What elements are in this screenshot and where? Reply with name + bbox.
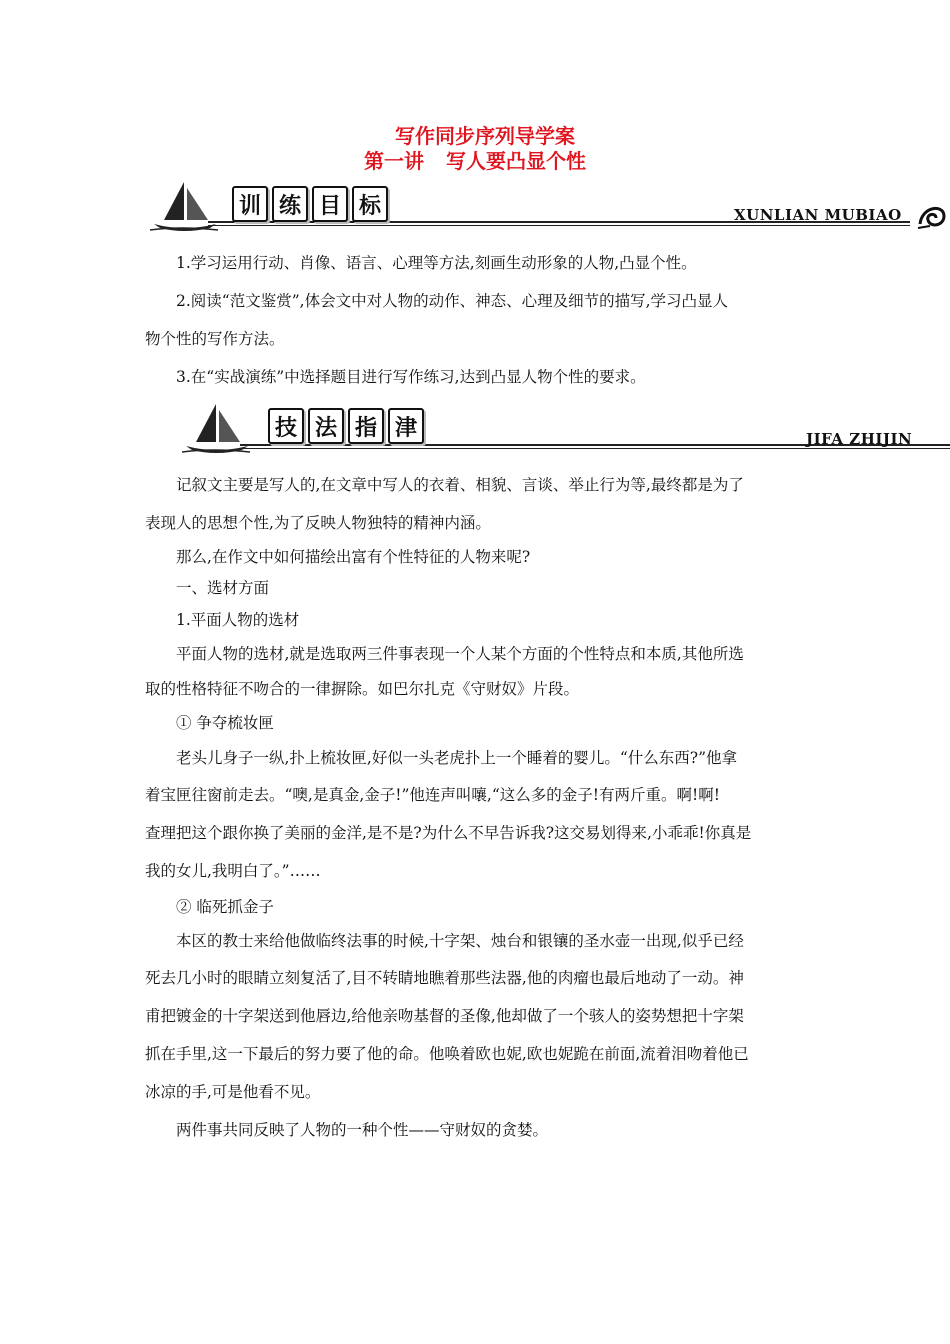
section-title-char: 目 xyxy=(312,186,348,222)
paragraph-line: 抓在手里,这一下最后的努力要了他的命。他唤着欧也妮,欧也妮跪在前面,流着泪吻着他已 xyxy=(145,1045,749,1063)
paragraph-line: 老头儿身子一纵,扑上梳妆匣,好似一头老虎扑上一个睡着的婴儿。“什么东西?”他拿 xyxy=(176,749,738,767)
paragraph-line: 本区的教士来给他做临终法事的时候,十字架、烛台和银镶的圣水壶一出现,似乎已经 xyxy=(176,932,744,950)
section-title-char: 练 xyxy=(272,186,308,222)
paragraph-line: 那么,在作文中如何描绘出富有个性特征的人物来呢? xyxy=(176,548,531,566)
subheading: 一、选材方面 xyxy=(176,579,270,597)
goal-item: 3.在“实战演练”中选择题目进行写作练习,达到凸显人物个性的要求。 xyxy=(176,368,646,386)
section-training-goals-body xyxy=(145,244,810,396)
paragraph-line: 平面人物的选材,就是选取两三件事表现一个人某个方面的个性特点和本质,其他所选 xyxy=(176,645,744,663)
section-title-char: 法 xyxy=(308,408,344,444)
paragraph-line: 查理把这个跟你换了美丽的金洋,是不是?为什么不早告诉我?这交易划得来,小乖乖!你真是 xyxy=(145,824,752,842)
section-banner-training-goals xyxy=(150,180,950,240)
paragraph-line: 冰凉的手,可是他看不见。 xyxy=(145,1083,321,1101)
paragraph-line: 表现人的思想个性,为了反映人物独特的精神内涵。 xyxy=(145,514,491,532)
lecture-topic: 写人要凸显个性 xyxy=(446,149,586,173)
paragraph-line: 着宝匣往窗前走去。“噢,是真金,金子!”他连声叫嚷,“这么多的金子!有两斤重。啊!啊! xyxy=(145,786,720,804)
document-title: 写作同步序列导学案 xyxy=(395,124,575,148)
goal-item: 1.学习运用行动、肖像、语言、心理等方法,刻画生动形象的人物,凸显个性。 xyxy=(176,254,697,272)
section-title-char: 训 xyxy=(232,186,268,222)
lecture-number: 第一讲 xyxy=(364,149,424,173)
section-title-char: 指 xyxy=(348,408,384,444)
section-title-char: 标 xyxy=(352,186,388,222)
section-title-char: 技 xyxy=(268,408,304,444)
paragraph-line: 甫把镀金的十字架送到他唇边,给他亲吻基督的圣像,他却做了一个骇人的姿势想把十字架 xyxy=(145,1007,744,1025)
goal-item-continuation: 物个性的写作方法。 xyxy=(145,330,285,348)
paragraph-line: 取的性格特征不吻合的一律摒除。如巴尔扎克《守财奴》片段。 xyxy=(145,680,580,698)
section-english-label: JIFA ZHIJIN xyxy=(806,430,913,448)
section-technique-guide-body xyxy=(145,466,810,1149)
excerpt-heading: ① 争夺梳妆匣 xyxy=(176,714,274,732)
swirl-ornament-icon xyxy=(916,200,948,232)
section-title-char: 津 xyxy=(388,408,424,444)
excerpt-heading: ② 临死抓金子 xyxy=(176,898,274,916)
paragraph-line: 我的女儿,我明白了。”…… xyxy=(145,862,321,880)
paragraph-line: 记叙文主要是写人的,在文章中写人的衣着、相貌、言谈、举止行为等,最终都是为了 xyxy=(176,476,744,494)
goal-item: 2.阅读“范文鉴赏”,体会文中对人物的动作、神态、心理及细节的描写,学习凸显人 xyxy=(176,292,728,310)
paragraph-line: 两件事共同反映了人物的一种个性——守财奴的贪婪。 xyxy=(176,1121,549,1139)
subheading: 1.平面人物的选材 xyxy=(176,611,300,629)
document-subtitle xyxy=(0,148,950,174)
paragraph-line: 死去几小时的眼睛立刻复活了,目不转睛地瞧着那些法器,他的肉瘤也最后地动了一动。神 xyxy=(145,969,744,987)
section-banner-technique-guide xyxy=(150,402,950,462)
section-english-label: XUNLIAN MUBIAO xyxy=(734,206,902,224)
